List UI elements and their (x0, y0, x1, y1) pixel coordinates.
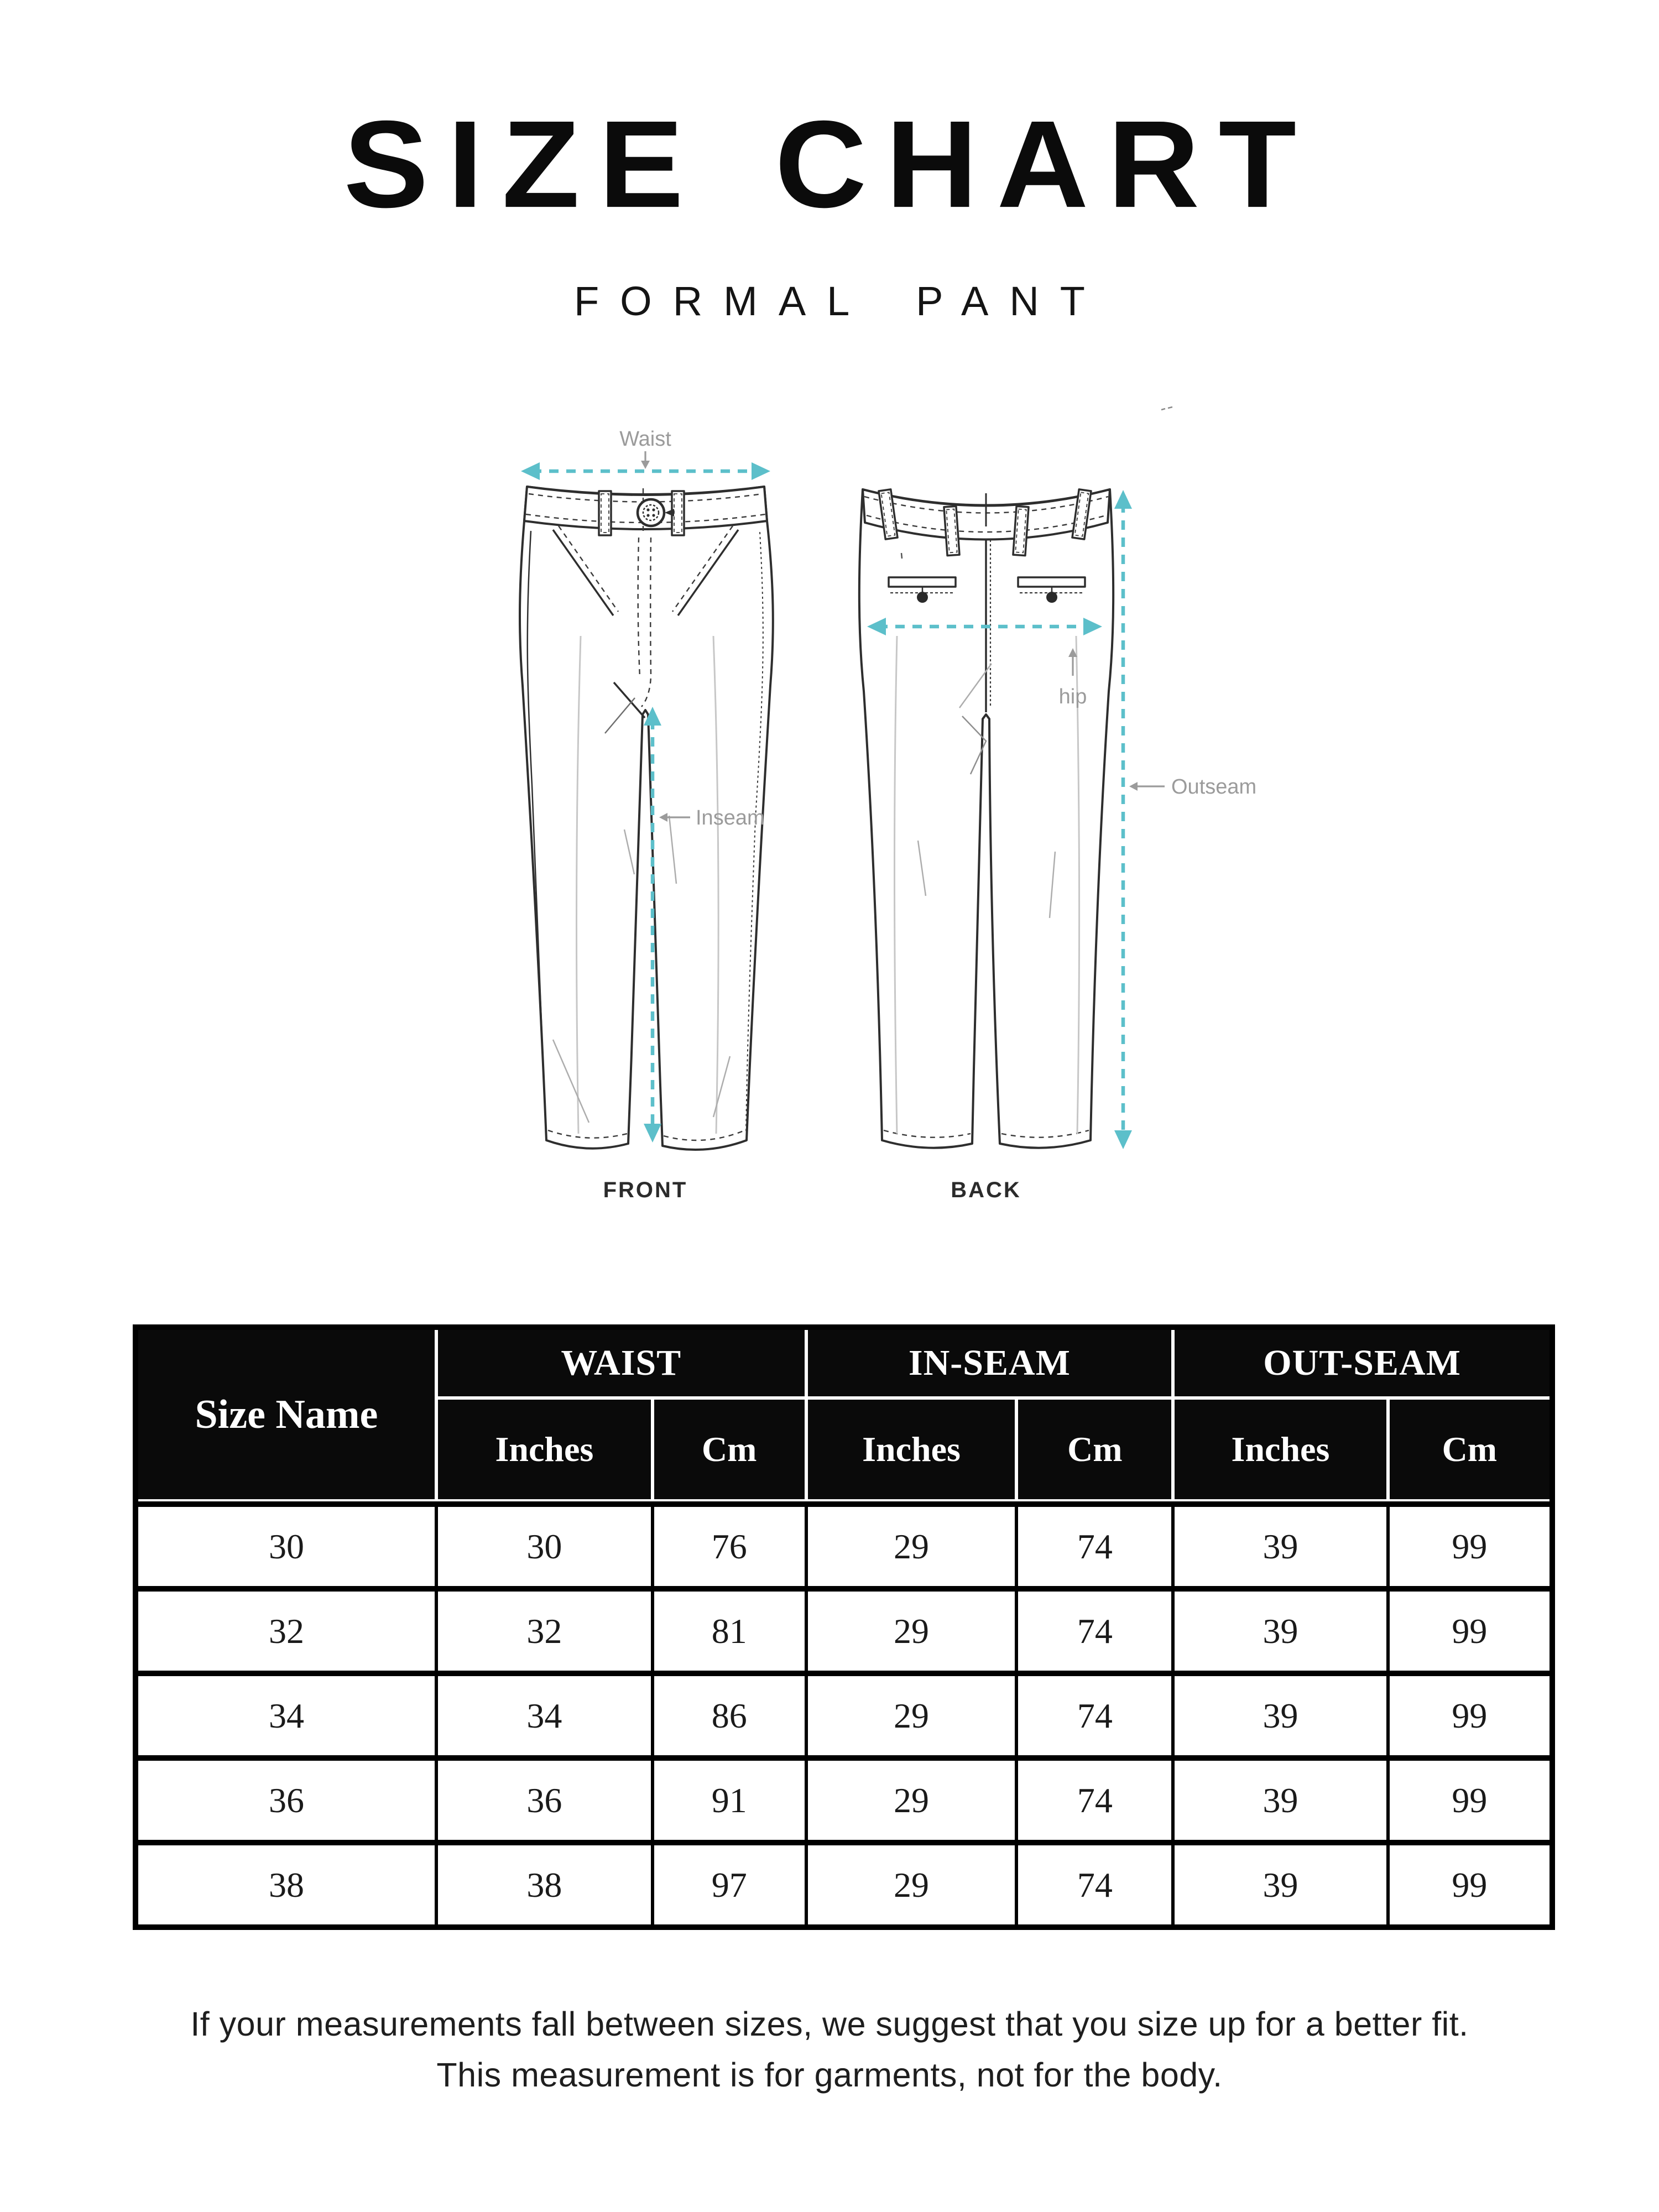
inseam-label: Inseam (696, 806, 765, 830)
table-cell: 76 (654, 1507, 805, 1586)
table-cell: 32 (438, 1592, 651, 1671)
header-waist-cm: Cm (654, 1400, 805, 1499)
table-cell: 29 (808, 1761, 1015, 1840)
waist-annotation (619, 427, 671, 469)
table-cell: 30 (138, 1507, 435, 1586)
table-cell: 38 (138, 1845, 435, 1924)
table-header (138, 1330, 1550, 1501)
table-cell: 30 (438, 1507, 651, 1586)
footer-note (0, 1999, 1659, 2100)
table-cell: 36 (438, 1761, 651, 1840)
table-cell: 39 (1175, 1761, 1386, 1840)
table-cell: 99 (1390, 1592, 1550, 1671)
header-outseam-cm: Cm (1390, 1400, 1550, 1499)
table-cell: 39 (1175, 1676, 1386, 1755)
header-size-name: Size Name (138, 1330, 435, 1499)
table-cell: 74 (1018, 1845, 1171, 1924)
hip-label: hip (1058, 685, 1087, 708)
table-cell: 32 (138, 1592, 435, 1671)
stray-mark (1161, 407, 1172, 410)
table-cell: 29 (808, 1845, 1015, 1924)
table-cell: 29 (808, 1676, 1015, 1755)
table-cell: 29 (808, 1592, 1015, 1671)
footer-line-2: This measurement is for garments, not for the body. (436, 2056, 1223, 2094)
table-cell: 91 (654, 1761, 805, 1840)
waist-label: Waist (619, 427, 671, 451)
table-cell: 74 (1018, 1761, 1171, 1840)
table-cell: 39 (1175, 1507, 1386, 1586)
outseam-label: Outseam (1171, 775, 1257, 799)
back-pant-sketch (859, 489, 1113, 1148)
pant-measurement-diagram (470, 398, 1410, 1294)
header-group-outseam: OUT-SEAM (1175, 1330, 1550, 1396)
table-cell: 29 (808, 1507, 1015, 1586)
table-cell: 86 (654, 1676, 805, 1755)
pant-diagram-svg (470, 398, 1410, 1294)
page-subtitle: FORMAL PANT (573, 278, 1107, 324)
table-body (138, 1501, 1550, 1924)
outseam-arrow (1114, 490, 1132, 1149)
table-cell: 34 (438, 1676, 651, 1755)
table-cell: 97 (654, 1845, 805, 1924)
table-cell: 36 (138, 1761, 435, 1840)
header-group-inseam: IN-SEAM (808, 1330, 1172, 1396)
table-cell: 99 (1390, 1676, 1550, 1755)
table-cell: 99 (1390, 1507, 1550, 1586)
header-waist-inches: Inches (438, 1400, 651, 1499)
table-cell: 81 (654, 1592, 805, 1671)
header-inseam-inches: Inches (808, 1400, 1015, 1499)
table-cell: 74 (1018, 1507, 1171, 1586)
header-inseam-cm: Cm (1018, 1400, 1171, 1499)
footer-line-1: If your measurements fall between sizes, we suggest that you size up for a better fit. (190, 2005, 1469, 2043)
table-cell: 39 (1175, 1845, 1386, 1924)
table-cell: 74 (1018, 1592, 1171, 1671)
table-cell: 99 (1390, 1845, 1550, 1924)
table-cell: 38 (438, 1845, 651, 1924)
header-group-waist: WAIST (438, 1330, 805, 1396)
table-cell: 39 (1175, 1592, 1386, 1671)
table-cell: 99 (1390, 1761, 1550, 1840)
table-cell: 74 (1018, 1676, 1171, 1755)
front-view-label: FRONT (603, 1178, 688, 1202)
back-view-label: BACK (951, 1178, 1021, 1202)
size-chart-table (133, 1324, 1555, 1930)
header-outseam-inches: Inches (1175, 1400, 1386, 1499)
outseam-annotation (1129, 775, 1256, 799)
table-cell: 34 (138, 1676, 435, 1755)
page-title: SIZE CHART (343, 95, 1316, 234)
